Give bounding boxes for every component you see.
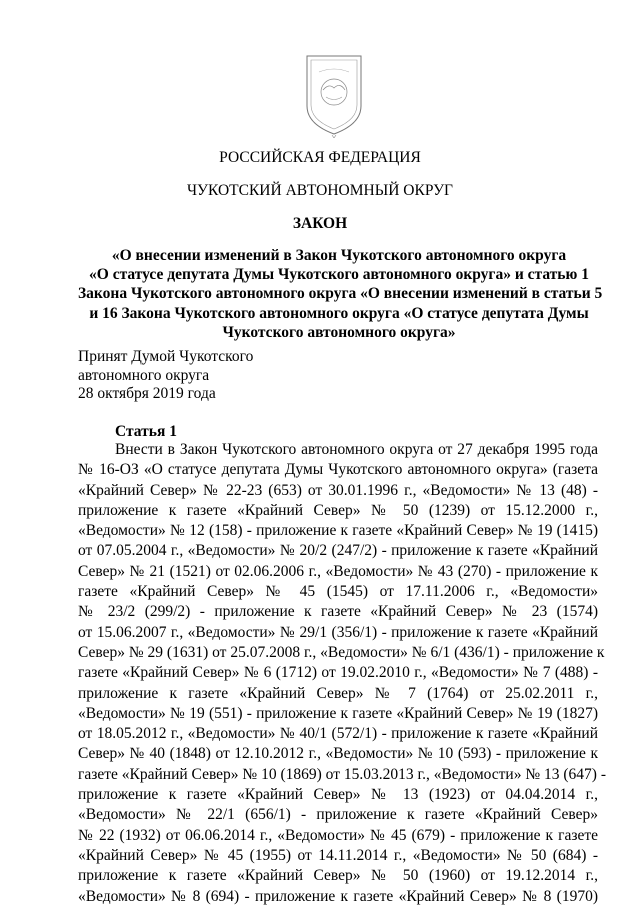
article-line: «Ведомости» № 8 (694) - приложение к газете «Крайний Север» № 8 (1970): [78, 887, 598, 905]
article-line: приложение к газете «Крайний Север» № 13 (1923) от 04.04.2014 г.,: [78, 786, 598, 804]
law-title: [78, 246, 603, 342]
article-line: приложение к газете «Крайний Север» № 50 (1239) от 15.12.2000 г.,: [78, 501, 598, 519]
coat-of-arms-icon: [299, 50, 369, 138]
article-line: Внести в Закон Чукотского автономного округа от 27 декабря 1995 года: [115, 441, 598, 458]
article-line: газете «Крайний Север» № 45 (1545) от 17.11.2006 г., «Ведомости»: [78, 583, 598, 601]
article-line: газете «Крайний Север» № 6 (1712) от 19.02.2010 г., «Ведомости» № 7 (488) -: [78, 664, 598, 682]
article-line: № 23/2 (299/2) - приложение к газете «Крайний Север» № 23 (1574): [78, 603, 598, 621]
article-line: от 18.05.2012 г., «Ведомости» № 40/1 (572/1) - приложение к газете «Крайний: [78, 725, 598, 743]
article-line: «Ведомости» № 19 (551) - приложение к газете «Крайний Север» № 19 (1827): [78, 704, 598, 722]
article-body: [78, 440, 606, 907]
article-heading: Статья 1: [115, 423, 177, 440]
adoption-info: [78, 348, 253, 404]
document-type-heading: ЗАКОН: [292, 215, 348, 232]
article-line: газете «Крайний Север» № 10 (1869) от 15.03.2013 г., «Ведомости» № 13 (647) -: [78, 765, 606, 783]
okrug-heading: ЧУКОТСКИЙ АВТОНОМНЫЙ ОКРУГ: [186, 182, 454, 199]
adoption-info-line: автономного округа: [78, 366, 210, 384]
law-title-line: Закона Чукотского автономного округа «О внесении изменений в статьи 5: [78, 285, 603, 303]
law-title-line: «О внесении изменений в Закон Чукотского автономного округа: [111, 247, 567, 264]
law-title-line: «О статусе депутата Думы Чукотского автономного округа» и статью 1: [89, 266, 589, 284]
article-line: приложение к газете «Крайний Север» № 50 (1960) от 19.12.2014 г.,: [78, 867, 598, 885]
article-line: «Крайний Север» № 22-23 (653) от 30.01.1996 г., «Ведомости» № 13 (48) -: [78, 481, 598, 499]
article-line: от 07.05.2004 г., «Ведомости» № 20/2 (247/2) - приложение к газете «Крайний: [78, 542, 598, 560]
article-line: Север» № 40 (1848) от 12.10.2012 г., «Ведомости» № 10 (593) - приложение к: [78, 745, 598, 763]
article-line: «Ведомости» № 12 (158) - приложение к газете «Крайний Север» № 19 (1415): [78, 522, 598, 540]
article-line: от 15.06.2007 г., «Ведомости» № 29/1 (356/1) - приложение к газете «Крайний: [78, 623, 598, 641]
article-line: приложение к газете «Крайний Север» № 7 (1764) от 25.02.2011 г.,: [78, 684, 598, 702]
article-line: «Ведомости» № 22/1 (656/1) - приложение к газете «Крайний Север»: [78, 806, 598, 824]
article-line: Север» № 29 (1631) от 25.07.2008 г., «Ведомости» № 6/1 (436/1) - приложение к: [78, 643, 605, 661]
article-line: № 22 (1932) от 06.06.2014 г., «Ведомости» № 45 (679) - приложение к газете: [78, 826, 598, 844]
article-line: «Крайний Север» № 45 (1955) от 14.11.2014 г., «Ведомости» № 50 (684) -: [78, 846, 598, 864]
federation-heading: РОССИЙСКАЯ ФЕДЕРАЦИЯ: [219, 149, 421, 166]
adoption-info-line: Принят Думой Чукотского: [78, 348, 254, 365]
law-title-line: и 16 Закона Чукотского автономного округа «О статусе депутата Думы: [89, 304, 589, 322]
adoption-date: 28 октября 2019 года: [78, 385, 216, 403]
article-line: Север» № 21 (1521) от 02.06.2006 г., «Ведомости» № 43 (270) - приложение к: [78, 562, 598, 580]
article-line: № 16-ОЗ «О статусе депутата Думы Чукотского автономного округа» (газета: [78, 461, 598, 479]
law-title-line: Чукотского автономного округа»: [222, 323, 456, 341]
